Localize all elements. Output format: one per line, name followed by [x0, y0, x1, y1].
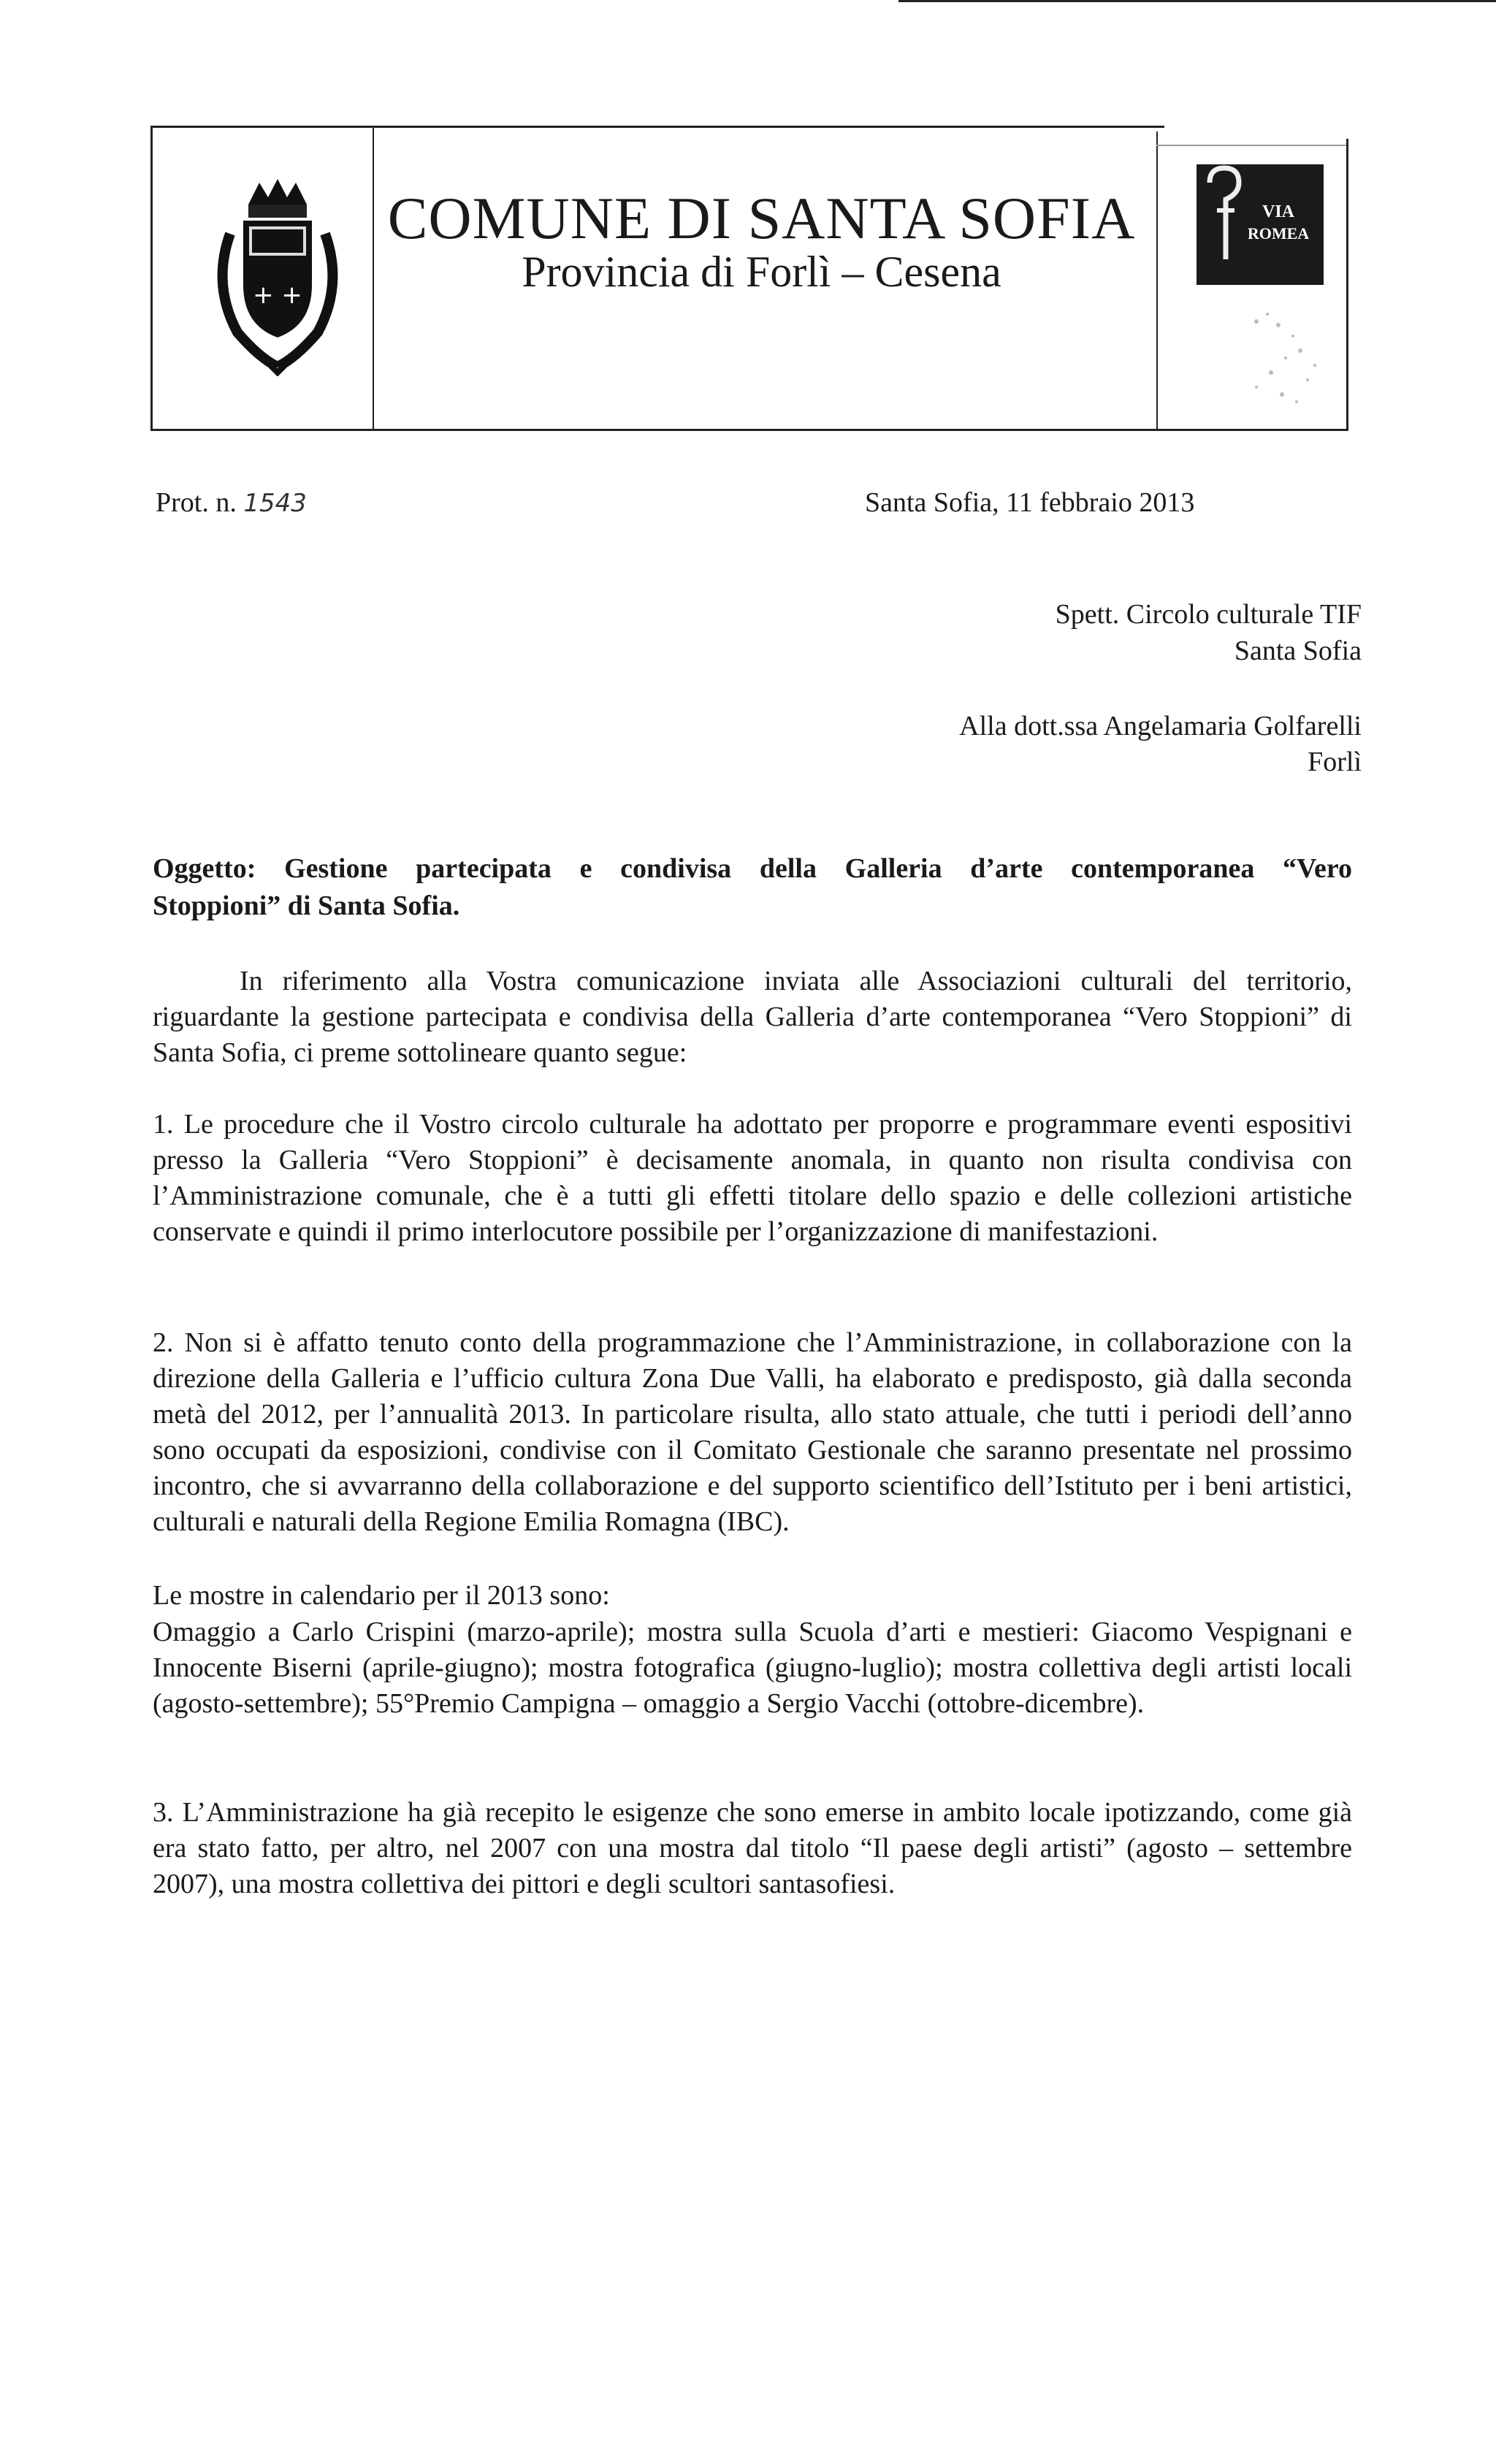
via-romea-logo-icon: [1197, 164, 1324, 285]
subject-line-1: Oggetto: Gestione partecipata e condivisa della Galleria d’arte contemporanea “Vero: [153, 853, 1352, 884]
municipality-title: COMUNE DI SANTA SOFIA: [387, 185, 1136, 251]
date-line: Santa Sofia, 11 febbraio 2013: [865, 487, 1195, 518]
frame-right: [1346, 139, 1348, 431]
recipient-2-city: Forlì: [1308, 747, 1362, 777]
coat-of-arms-icon: [208, 175, 347, 376]
point-3-paragraph: 3. L’Amministrazione ha già recepito le esigenze che sono emerse in ambito locale ipotizzando, come già era stato fatto, per altro, nel 2007 con una mostra dal titolo “Il paese degli artisti” (agosto – settembre 2007), una mostra collettiva dei pittori e degli scultori santasofiesi.: [153, 1797, 1352, 1899]
frame-left: [150, 126, 153, 431]
province-subtitle: Provincia di Forlì – Cesena: [522, 248, 1001, 296]
frame-top-right: [1156, 145, 1346, 146]
protocol-line: [156, 487, 307, 519]
exhibitions-intro: Le mostre in calendario per il 2013 sono:: [153, 1580, 610, 1611]
point-1-paragraph: 1. Le procedure che il Vostro circolo culturale ha adottato per proporre e programmare eventi espositivi presso la Galleria “Vero Stoppioni” è decisamente anomala, in quanto non risulta condivisa con l’Amministrazione comunale, che è a tutti gli effetti titolare dello spazio e delle collezioni artistiche conservate e quindi il primo interlocutore possibile per l’organizzazione di manifestazioni.: [153, 1109, 1352, 1247]
frame-divider-right: [1156, 131, 1158, 431]
logo-text-via: VIA: [1262, 202, 1295, 221]
protocol-label: Prot. n.: [156, 487, 237, 518]
recipient-2-name: Alla dott.ssa Angelamaria Golfarelli: [959, 711, 1362, 741]
intro-paragraph: In riferimento alla Vostra comunicazione inviata alle Associazioni culturali del territorio, riguardante la gestione partecipata e condivisa della Galleria d’arte contemporanea “Vero Stoppioni” di Santa Sofia, ci preme sottolineare quanto segue:: [153, 966, 1352, 1068]
frame-divider-left: [373, 126, 374, 431]
recipient-1-city: Santa Sofia: [1234, 636, 1362, 666]
subject-line-2: Stoppioni” di Santa Sofia.: [153, 890, 460, 921]
logo-text-romea: ROMEA: [1247, 224, 1310, 243]
protocol-number: 1543: [243, 489, 307, 518]
top-edge-line: [898, 0, 1496, 2]
via-romea-logo: [1197, 164, 1324, 285]
frame-top: [150, 126, 1164, 128]
recipient-1-name: Spett. Circolo culturale TIF: [1055, 599, 1362, 630]
frame-bottom: [150, 429, 1348, 431]
pilgrim-watermark-icon: [1213, 292, 1337, 416]
exhibitions-list: Omaggio a Carlo Crispini (marzo-aprile); mostra sulla Scuola d’arti e mestieri: Giacomo Vespignani e Innocente Biserni (aprile-giugno); mostra fotografica (giugno-luglio); mostra collettiva degli artisti locali (agosto-settembre); 55°Premio Campigna – omaggio a Sergio Vacchi (ottobre-dicembre).: [153, 1617, 1352, 1719]
point-2-paragraph: 2. Non si è affatto tenuto conto della programmazione che l’Amministrazione, in collaborazione con la direzione della Galleria e l’ufficio cultura Zona Due Valli, ha elaborato e predisposto, già dalla seconda metà del 2012, per l’annualità 2013. In particolare risulta, allo stato attuale, che tutti i periodi dell’anno sono occupati da esposizioni, condivise con il Comitato Gestionale che saranno presentate nel prossimo incontro, che si avvarranno della collaborazione e del supporto scientifico dell’Istituto per i beni artistici, culturali e naturali della Regione Emilia Romagna (IBC).: [153, 1327, 1352, 1537]
svg-text:+ +: + +: [253, 281, 302, 310]
